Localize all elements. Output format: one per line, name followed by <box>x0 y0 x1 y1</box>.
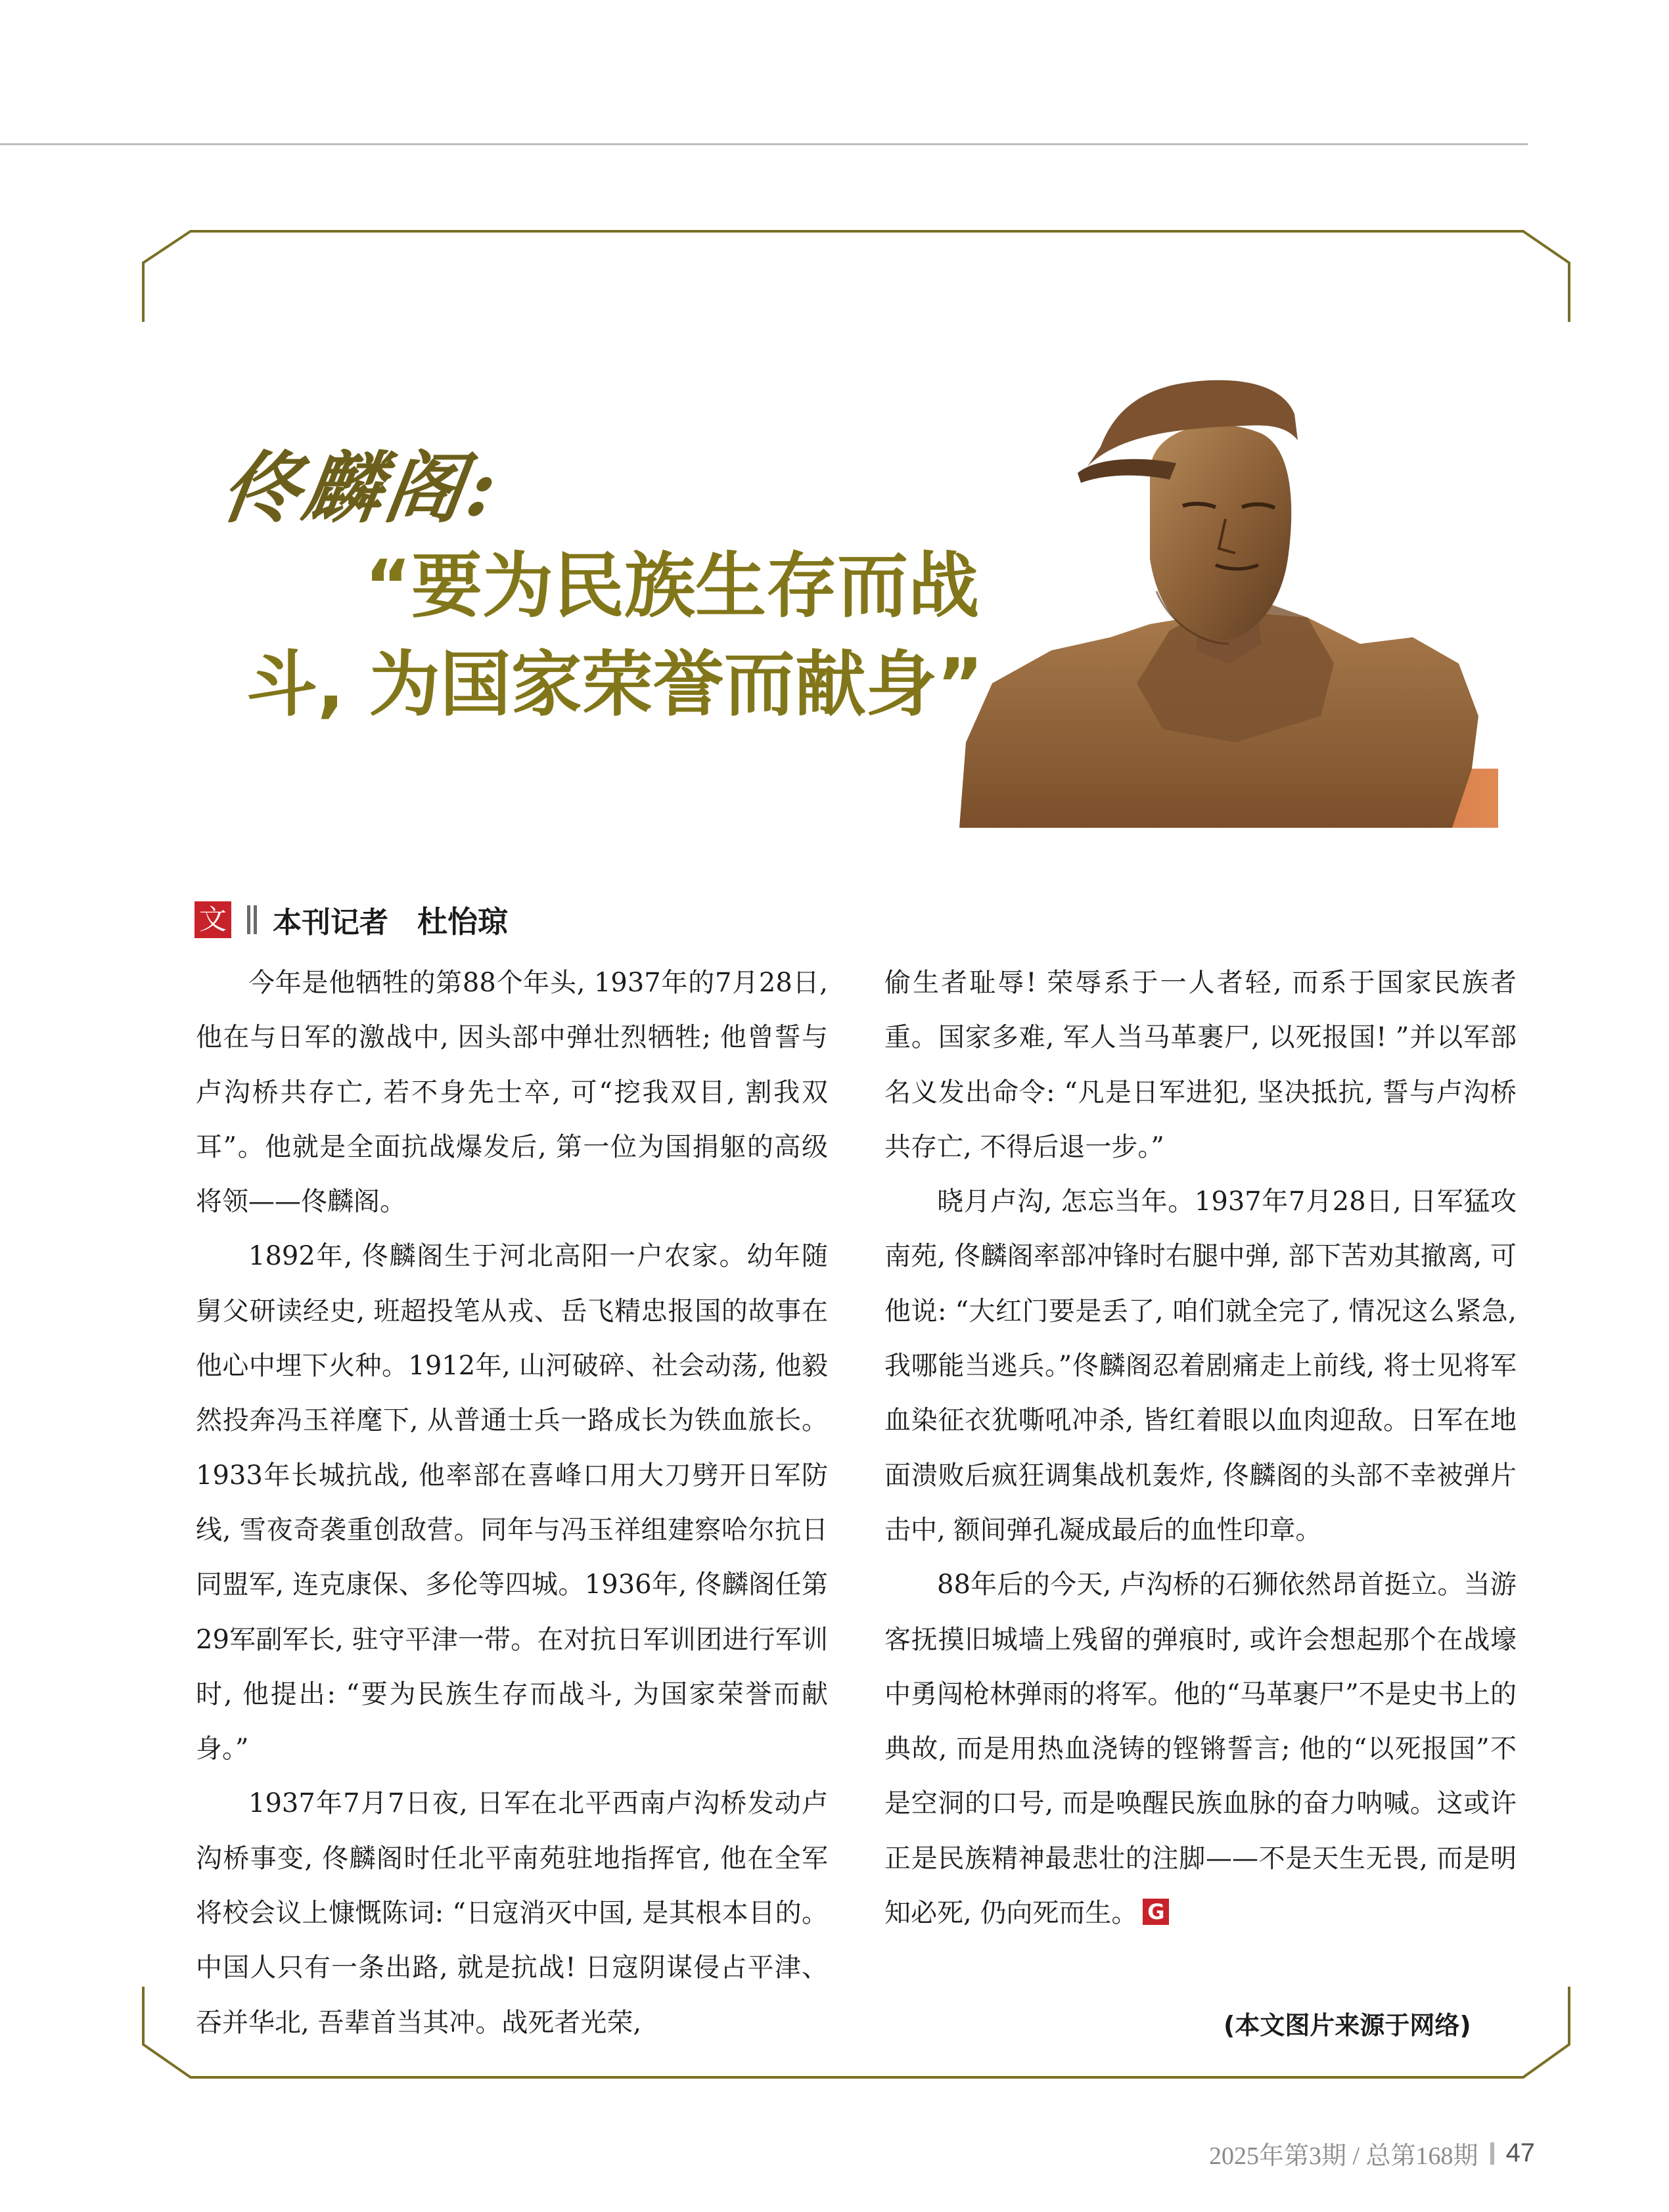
paragraph-4: 晓月卢沟, 怎忘当年。1937年7月28日, 日军猛攻南苑, 佟麟阁率部冲锋时右腿中弹, 部下苦劝其撤离, 可他说: “大红门要是丢了, 咱们就全完了, 情况这么紧急, 我哪能当逃兵。”佟麟阁忍着剧痛走上前线, 将士见将军血染征衣犹嘶吼冲杀, 皆红着眼以血肉迎敌。日军在地面溃败后疯狂调集战机轰炸, 佟麟阁的头部不幸被弹片击中, 额间弹孔凝成最后的血性印章。 <box>884 1186 1517 1545</box>
byline-badge: 文 <box>194 901 231 938</box>
issue-info: 2025年第3期 / 总第168期 <box>1209 2142 1478 2170</box>
byline <box>194 900 508 939</box>
article-column-right <box>884 956 1517 1941</box>
page-footer <box>1209 2135 1535 2171</box>
title-name: 佟麟阁: <box>216 442 506 533</box>
headline-line-1: “要为民族生存而战 <box>365 545 979 627</box>
paragraph-5 <box>884 1558 1517 1941</box>
image-credit: (本文图片来源于网络) <box>1223 2011 1471 2040</box>
page-number: 47 <box>1505 2138 1536 2167</box>
headline-line-2: 斗, 为国家荣誉而献身” <box>246 644 984 726</box>
byline-author: 杜怡琼 <box>417 904 508 939</box>
byline-role: 本刊记者 <box>273 906 388 939</box>
byline-separator <box>247 905 250 934</box>
paragraph-3-continued: 偷生者耻辱! 荣辱系于一人者轻, 而系于国家民族者重。国家多难, 军人当马革裹尸, 以死报国! ”并以军部名义发出命令: “凡是日军进犯, 坚决抵抗, 誓与卢沟桥共存亡, 不得后退一步。” <box>884 968 1517 1162</box>
bronze-bust-photo <box>953 374 1498 828</box>
paragraph-3: 1937年7月7日夜, 日军在北平西南卢沟桥发动卢沟桥事变, 佟麟阁时任北平南苑驻地指挥官, 他在全军将校会议上慷慨陈词: “日寇消灭中国, 是其根本目的。中国人只有一条出路, 就是抗战! 日寇阴谋侵占平津、吞并华北, 吾辈首当其冲。战死者光荣, <box>196 1788 828 2038</box>
paragraph-2: 1892年, 佟麟阁生于河北高阳一户农家。幼年随舅父研读经史, 班超投笔从戎、岳飞精忠报国的故事在他心中埋下火种。1912年, 山河破碎、社会动荡, 他毅然投奔冯玉祥麾下, 从普通士兵一路成长为铁血旅长。1933年长城抗战, 他率部在喜峰口用大刀劈开日军防线, 雪夜奇袭重创敌营。同年与冯玉祥组建察哈尔抗日同盟军, 连克康保、多伦等四城。1936年, 佟麟阁任第29军副军长, 驻守平津一带。在对抗日军训团进行军训时, 他提出: “要为民族生存而战斗, 为国家荣誉而献身。” <box>196 1241 828 1765</box>
headline-quote <box>246 537 1022 734</box>
paragraph-1: 今年是他牺牲的第88个年头, 1937年的7月28日, 他在与日军的激战中, 因头部中弹壮烈牺牲; 他曾誓与卢沟桥共存亡, 若不身先士卒, 可“挖我双目, 割我双耳”。他就是全面抗战爆发后, 第一位为国捐躯的高级将领——佟麟阁。 <box>196 968 828 1217</box>
top-rule <box>0 143 1528 145</box>
article-column-left <box>196 956 828 2050</box>
footer-separator <box>1490 2142 1494 2165</box>
paragraph-5-text: 88年后的今天, 卢沟桥的石狮依然昂首挺立。当游客抚摸旧城墙上残留的弹痕时, 或许会想起那个在战壕中勇闯枪林弹雨的将军。他的“马革裹尸”不是史书上的典故, 而是用热血浇铸的铿锵誓言; 他的“以死报国”不是空洞的口号, 而是唤醒民族血脉的奋力呐喊。这或许正是民族精神最悲壮的注脚——不是天生无畏, 而是明知必死, 仍向死而生。 <box>884 1569 1517 1929</box>
end-mark-icon: G <box>1143 1899 1169 1925</box>
